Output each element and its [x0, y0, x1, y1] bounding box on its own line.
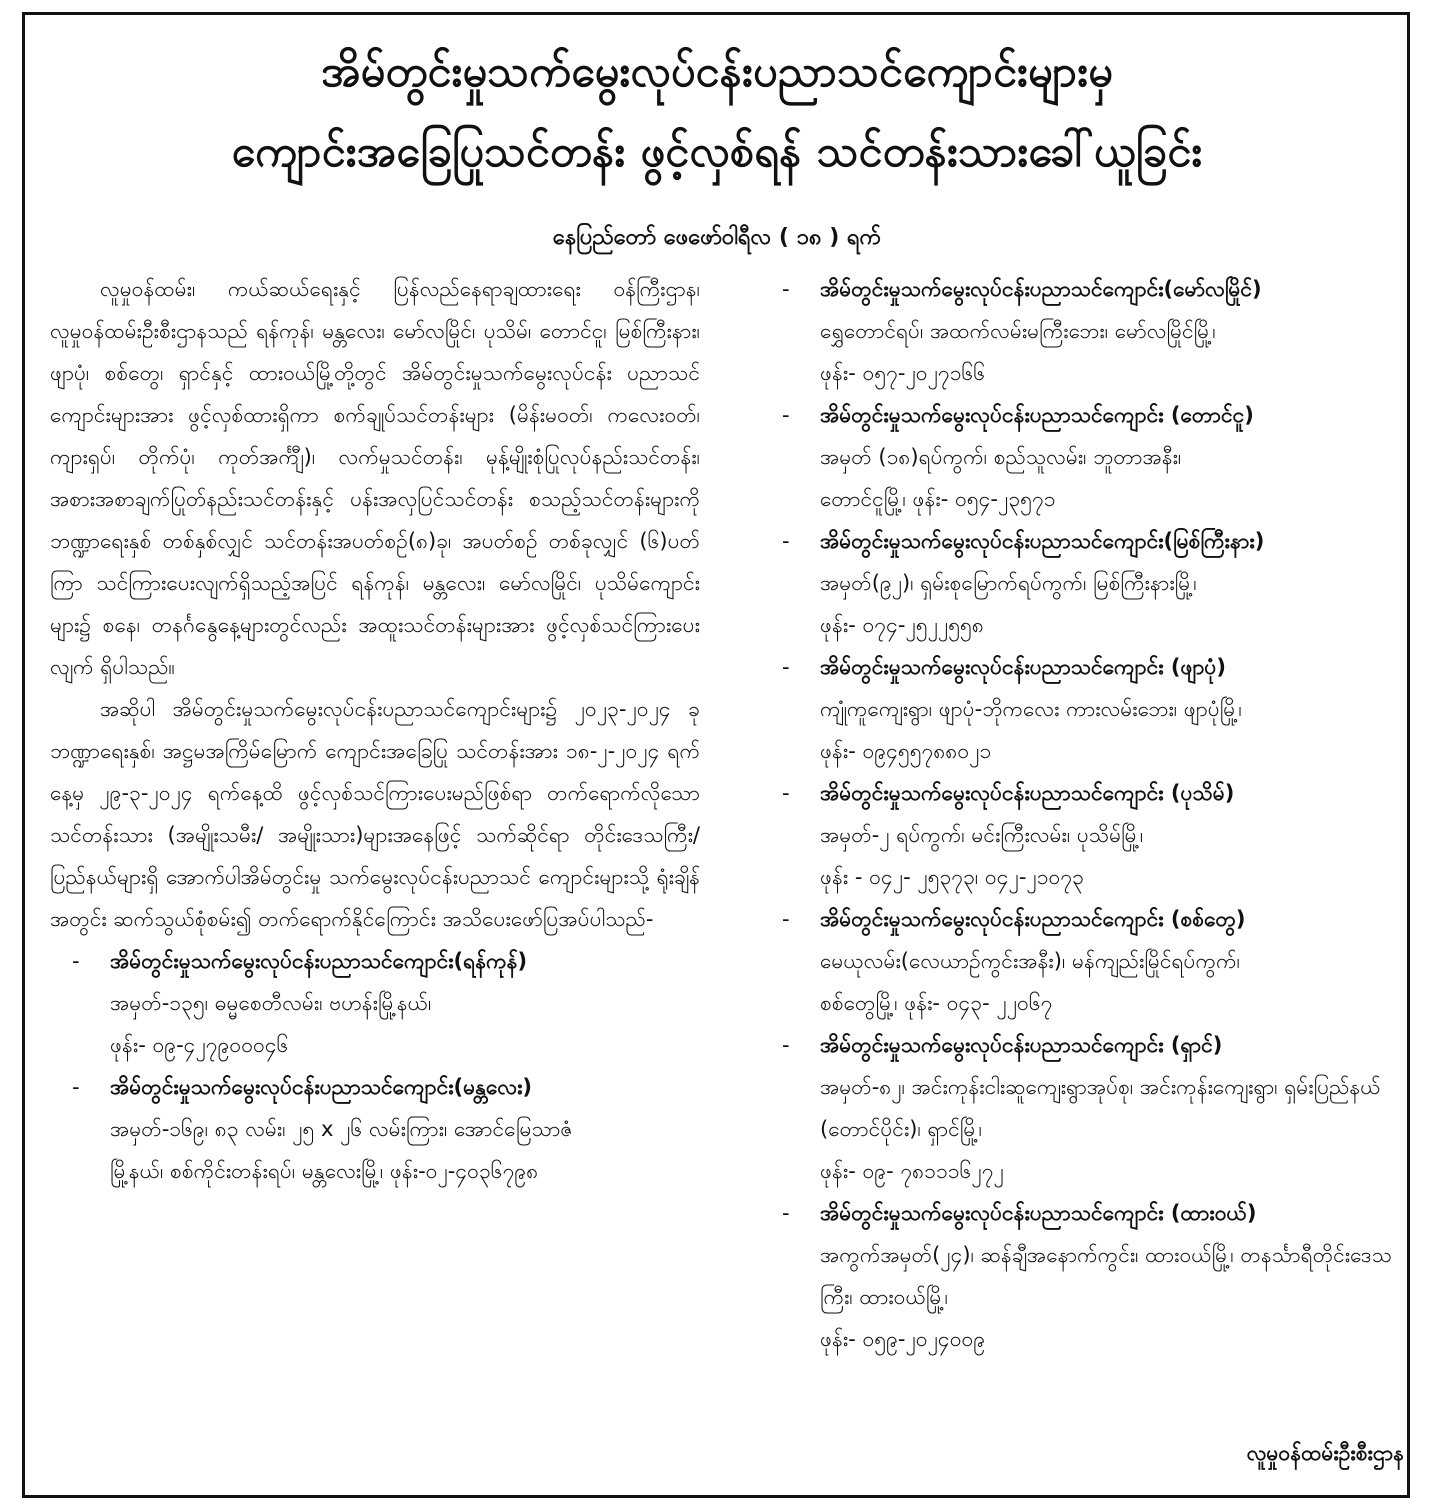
school-name: အိမ်တွင်းမှုသက်မွေးလုပ်ငန်းပညာသင်ကျောင်း(မော်လမြိုင်): [820, 277, 1262, 301]
school-entry-mandalay: [50, 1066, 700, 1192]
school-entry-taungoo: [782, 394, 1410, 520]
school-name: အိမ်တွင်းမှုသက်မွေးလုပ်ငန်းပညာသင်ကျောင်း(မန္တလေး): [110, 1075, 533, 1099]
school-phone: ဖုန်း- ၀၇၄-၂၅၂၂၅၅၈: [820, 613, 984, 637]
school-phone: စစ်တွေမြို့၊ ဖုန်း- ၀၄၃- ၂၂၀၆၇: [820, 991, 1053, 1015]
school-address: အမှတ် (၁၈)ရပ်ကွက်၊ စည်သူလမ်း၊ ဘူတာအနီး၊: [820, 445, 1182, 469]
school-name: အိမ်တွင်းမှုသက်မွေးလုပ်ငန်းပညာသင်ကျောင်း(ရန်ကုန်): [110, 949, 528, 973]
school-address: အမှတ်-၁၃၅၊ ဓမ္မစေတီလမ်း၊ ဗဟန်းမြို့နယ်၊: [110, 991, 432, 1015]
school-name: အိမ်တွင်းမှုသက်မွေးလုပ်ငန်းပညာသင်ကျောင်း (ရှာင်): [820, 1033, 1223, 1057]
school-entry-yangon: [50, 940, 700, 1066]
school-address: အမှတ်-၁၆၉၊ ၈၃ လမ်း၊ ၂၅ x ၂၆ လမ်းကြား၊ အောင်မြေသာဇံ: [110, 1117, 573, 1141]
school-phone: ဖုန်း - ၀၄၂- ၂၅၃၇၃၊ ၀၄၂-၂၁၀၇၃: [820, 865, 1084, 889]
intro-paragraph: လူမှုဝန်ထမ်း၊ ကယ်ဆယ်ရေးနှင့် ပြန်လည်နေရာချထားရေး ဝန်ကြီးဌာန၊ လူမှုဝန်ထမ်းဦးစီးဌာနသည် ရန်ကုန်၊ မန္တလေး၊ မော်လမြိုင်၊ ပုသိမ်၊ တောင်ငူ၊ မြစ်ကြီးနား၊ ဖျာပုံ၊ စစ်တွေ၊ ရှာင်နှင့် ထားဝယ်မြို့တို့တွင် အိမ်တွင်းမှုသက်မွေးလုပ်ငန်း ပညာသင်ကျောင်းများအား ဖွင့်လှစ်ထားရှိကာ စက်ချုပ်သင်တန်းများ (မိန်းမဝတ်၊ ကလေးဝတ်၊ ကျားရှပ်၊ တိုက်ပုံ၊ ကုတ်အင်္ကျီ)၊ လက်မှုသင်တန်း၊ မုန့်မျိုးစုံပြုလုပ်နည်းသင်တန်း၊ အစားအစာချက်ပြုတ်နည်းသင်တန်းနှင့် ပန်းအလှပြင်သင်တန်း စသည့်သင်တန်းများကို ဘဏ္ဍာရေးနှစ် တစ်နှစ်လျှင် သင်တန်းအပတ်စဉ်(၈)ခု၊ အပတ်စဉ် တစ်ခုလျှင် (၆)ပတ်ကြာ သင်ကြားပေးလျက်ရှိသည့်အပြင် ရန်ကုန်၊ မန္တလေး၊ မော်လမြိုင်၊ ပုသိမ်ကျောင်းများ၌ စနေ၊ တနင်္ဂနွေနေ့များတွင်လည်း အထူးသင်တန်းများအား ဖွင့်လှစ်သင်ကြားပေးလျက် ရှိပါသည်။: [50, 277, 700, 679]
school-address: အမှတ်-၂ ရပ်ကွက်၊ မင်းကြီးလမ်း၊ ပုသိမ်မြို့၊: [820, 823, 1144, 847]
school-address: အမှတ်(၉၂)၊ ရှမ်းစုမြောက်ရပ်ကွက်၊ မြစ်ကြီးနားမြို့၊: [820, 571, 1197, 595]
headline-line-1: အိမ်တွင်းမှုသက်မွေးလုပ်ငန်းပညာသင်ကျောင်းများမှ: [321, 47, 1113, 97]
list-dash: -: [782, 781, 790, 805]
school-phone: တောင်ငူမြို့၊ ဖုန်း- ၀၅၄-၂၃၅၇၁: [820, 487, 1056, 511]
school-phone: မြို့နယ်၊ စစ်ကိုင်းတန်းရပ်၊ မန္တလေးမြို့၊ ဖုန်း-၀၂-၄၀၃၆၇၉၈: [110, 1159, 539, 1183]
dateline: နေပြည်တော် ဖေဖော်ဝါရီလ ( ၁၈ ) ရက်: [552, 225, 882, 250]
school-address: ရွှေတောင်ရပ်၊ အထက်လမ်းမကြီးဘေး၊ မော်လမြိုင်မြို့၊: [820, 319, 1216, 343]
school-entry-nyaungshwe: [782, 1024, 1410, 1192]
school-phone: ဖုန်း- ၀၉- ၇၈၁၁၁၆၂၇၂: [820, 1159, 1004, 1183]
school-entry-pyapon: [782, 646, 1410, 772]
list-dash: -: [782, 403, 790, 427]
school-address: အမှတ်-၈၂၊ အင်းကုန်းငါးဆူကျေးရွာအုပ်စု၊ အင်းကုန်းကျေးရွာ၊ ရှမ်းပြည်နယ် (တောင်ပိုင်း)၊ ရှာင်မြို့၊: [820, 1075, 1381, 1141]
headline-line-2: ကျောင်းအခြေပြုသင်တန်း ဖွင့်လှစ်ရန် သင်တန်းသားခေါ်ယူခြင်း: [231, 127, 1203, 177]
signature-department: လူမှုဝန်ထမ်းဦးစီးဌာန: [1246, 1441, 1404, 1465]
list-dash: -: [72, 949, 80, 973]
list-dash: -: [782, 1033, 790, 1057]
school-name: အိမ်တွင်းမှုသက်မွေးလုပ်ငန်းပညာသင်ကျောင်း (စစ်တွေ): [820, 907, 1246, 931]
school-phone: ဖုန်း- ၀၅၇-၂၀၂၇၁၆၆: [820, 361, 986, 385]
school-entry-sittwe: [782, 898, 1410, 1024]
list-dash: -: [782, 529, 790, 553]
list-dash: -: [782, 1201, 790, 1225]
school-entry-myitkyina: [782, 520, 1410, 646]
school-address: မေယုလမ်း(လေယာဉ်ကွင်းအနီး)၊ မန်ကျည်းမြိုင်ရပ်ကွက်၊: [820, 949, 1240, 973]
list-dash: -: [782, 277, 790, 301]
school-phone: ဖုန်း- ၀၅၉-၂၀၂၄၀၀၉: [820, 1327, 986, 1351]
school-address: အကွက်အမှတ်(၂၄)၊ ဆန်ချီအနောက်ကွင်း၊ ထားဝယ်မြို့၊ တနင်္သာရီတိုင်းဒေသကြီး၊ ထားဝယ်မြို့၊: [820, 1243, 1392, 1309]
list-dash: -: [782, 907, 790, 931]
school-name: အိမ်တွင်းမှုသက်မွေးလုပ်ငန်းပညာသင်ကျောင်း (ဖျာပုံ): [820, 655, 1226, 679]
school-entry-mawlamyine: [782, 268, 1410, 394]
school-address: ကျုံကူကျေးရွာ၊ ဖျာပုံ-ဘိုကလေး ကားလမ်းဘေး၊ ဖျာပုံမြို့၊: [820, 697, 1242, 721]
school-name: အိမ်တွင်းမှုသက်မွေးလုပ်ငန်းပညာသင်ကျောင်း (တောင်ငူ): [820, 403, 1254, 427]
right-column: [782, 268, 1410, 1360]
announcement-paragraph: အဆိုပါ အိမ်တွင်းမှုသက်မွေးလုပ်ငန်းပညာသင်ကျောင်းများ၌ ၂၀၂၃-၂၀၂၄ ခု ဘဏ္ဍာရေးနှစ်၊ အဋ္ဌမအကြိမ်မြောက် ကျောင်းအခြေပြု သင်တန်းအား ၁၈-၂-၂၀၂၄ ရက်နေ့မှ ၂၉-၃-၂၀၂၄ ရက်နေ့ထိ ဖွင့်လှစ်သင်ကြားပေးမည်ဖြစ်ရာ တက်ရောက်လိုသော သင်တန်းသား (အမျိုးသမီး/ အမျိုးသား)များအနေဖြင့် သက်ဆိုင်ရာ တိုင်းဒေသကြီး/ ပြည်နယ်များရှိ အောက်ပါအိမ်တွင်းမှု သက်မွေးလုပ်ငန်းပညာသင် ကျောင်းများသို့ ရုံးချိန်အတွင်း ဆက်သွယ်စုံစမ်း၍ တက်ရောက်နိုင်ကြောင်း အသိပေးဖော်ပြအပ်ပါသည်-: [50, 697, 700, 931]
school-phone: ဖုန်း- ၀၉-၄၂၇၉၀၀၀၄၆: [110, 1033, 289, 1057]
list-dash: -: [782, 655, 790, 679]
left-column: [50, 268, 700, 1192]
school-entry-dawei: [782, 1192, 1410, 1360]
school-name: အိမ်တွင်းမှုသက်မွေးလုပ်ငန်းပညာသင်ကျောင်း (ပုသိမ်): [820, 781, 1235, 805]
school-entry-pathein: [782, 772, 1410, 898]
list-dash: -: [72, 1075, 80, 1099]
school-name: အိမ်တွင်းမှုသက်မွေးလုပ်ငန်းပညာသင်ကျောင်း (ထားဝယ်): [820, 1201, 1257, 1225]
school-phone: ဖုန်း- ၀၉၄၅၅၇၈၈၀၂၁: [820, 739, 992, 763]
school-name: အိမ်တွင်းမှုသက်မွေးလုပ်ငန်းပညာသင်ကျောင်း(မြစ်ကြီးနား): [820, 529, 1265, 553]
